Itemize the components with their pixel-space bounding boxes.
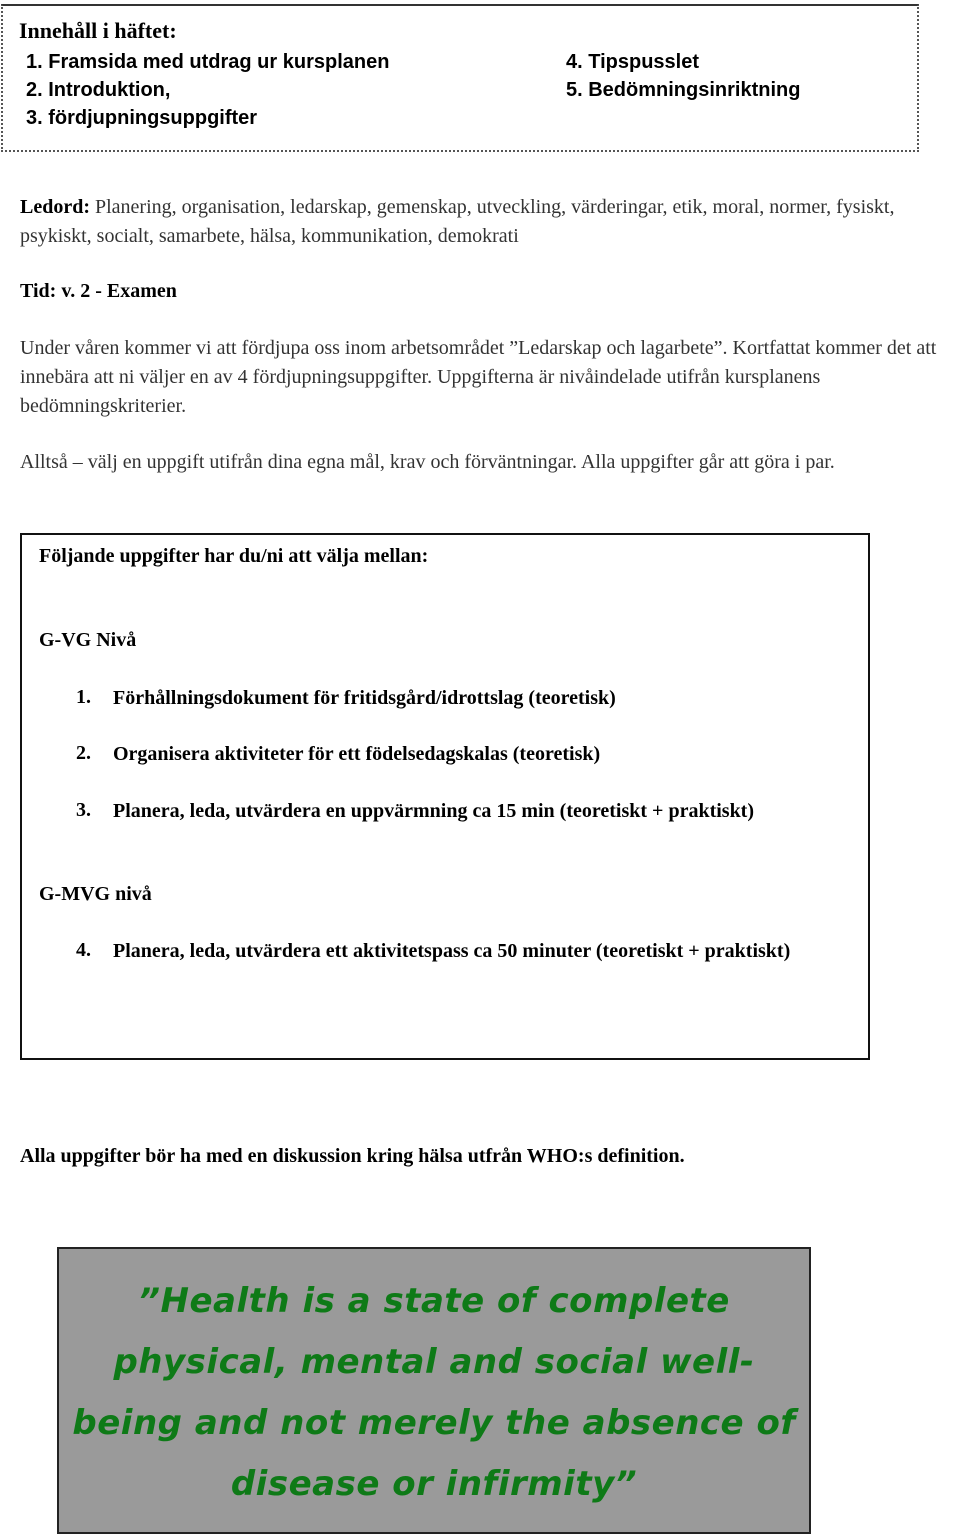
toc-item-5: 5. Bedömningsinriktning	[566, 79, 801, 101]
ledord-paragraph	[20, 193, 960, 251]
ledord-label: Ledord:	[20, 196, 90, 218]
task-number: 1.	[76, 686, 91, 708]
task-text: Planera, leda, utvärdera ett aktivitetspass ca 50 minuter (teoretiskt + praktiskt)	[113, 940, 791, 962]
level-g-vg-heading: G-VG Nivå	[39, 629, 137, 651]
toc-item-1: 1. Framsida med utdrag ur kursplanen	[26, 51, 390, 73]
task-text: Organisera aktiviteter för ett födelsedagskalas (teoretisk)	[113, 743, 601, 765]
intro-paragraph-1: Under våren kommer vi att fördjupa oss inom arbetsområdet ”Ledarskap och lagarbete”. Kortfattat kommer det att innebära att ni väljer en av 4 fördjupningsuppgifter. Uppgifterna är nivåindelade utifrån kursplanens bedömningskriterier.	[20, 337, 937, 417]
task-text: Förhållningsdokument för fritidsgård/idrottslag (teoretisk)	[113, 687, 616, 709]
task-number: 4.	[76, 939, 91, 961]
toc-item-2: 2. Introduktion,	[26, 79, 171, 101]
who-quote-box	[57, 1247, 811, 1534]
who-health-quote: ”Health is a state of complete physical, mental and social well-being and not merely the absence of disease or infirmity”	[72, 1281, 796, 1504]
tid-paragraph	[20, 277, 960, 306]
tid-label: Tid:	[20, 280, 57, 302]
level-g-mvg-heading: G-MVG nivå	[39, 883, 152, 905]
toc-item-3: 3. fördjupningsuppgifter	[26, 107, 258, 129]
task-options-box	[20, 533, 870, 1060]
tid-text: v. 2 - Examen	[61, 280, 177, 302]
intro-paragraph-2: Alltså – välj en uppgift utifrån dina egna mål, krav och förväntningar. Alla uppgifter går att göra i par.	[20, 451, 835, 473]
ledord-text: Planering, organisation, ledarskap, gemenskap, utveckling, värderingar, etik, moral, normer, fysiskt, psykiskt, socialt, samarbete, hälsa, kommunikation, demokrati	[20, 196, 895, 247]
table-of-contents-box	[1, 4, 919, 152]
task-text: Planera, leda, utvärdera en uppvärmning ca 15 min (teoretiskt + praktiskt)	[113, 800, 755, 822]
tasks-heading: Följande uppgifter har du/ni att välja mellan:	[39, 545, 429, 567]
toc-item-4: 4. Tipspusslet	[566, 51, 700, 73]
task-number: 2.	[76, 742, 91, 764]
toc-title: Innehåll i häftet:	[19, 18, 177, 43]
task-number: 3.	[76, 799, 91, 821]
who-definition-note: Alla uppgifter bör ha med en diskussion kring hälsa utfrån WHO:s definition.	[20, 1145, 685, 1167]
